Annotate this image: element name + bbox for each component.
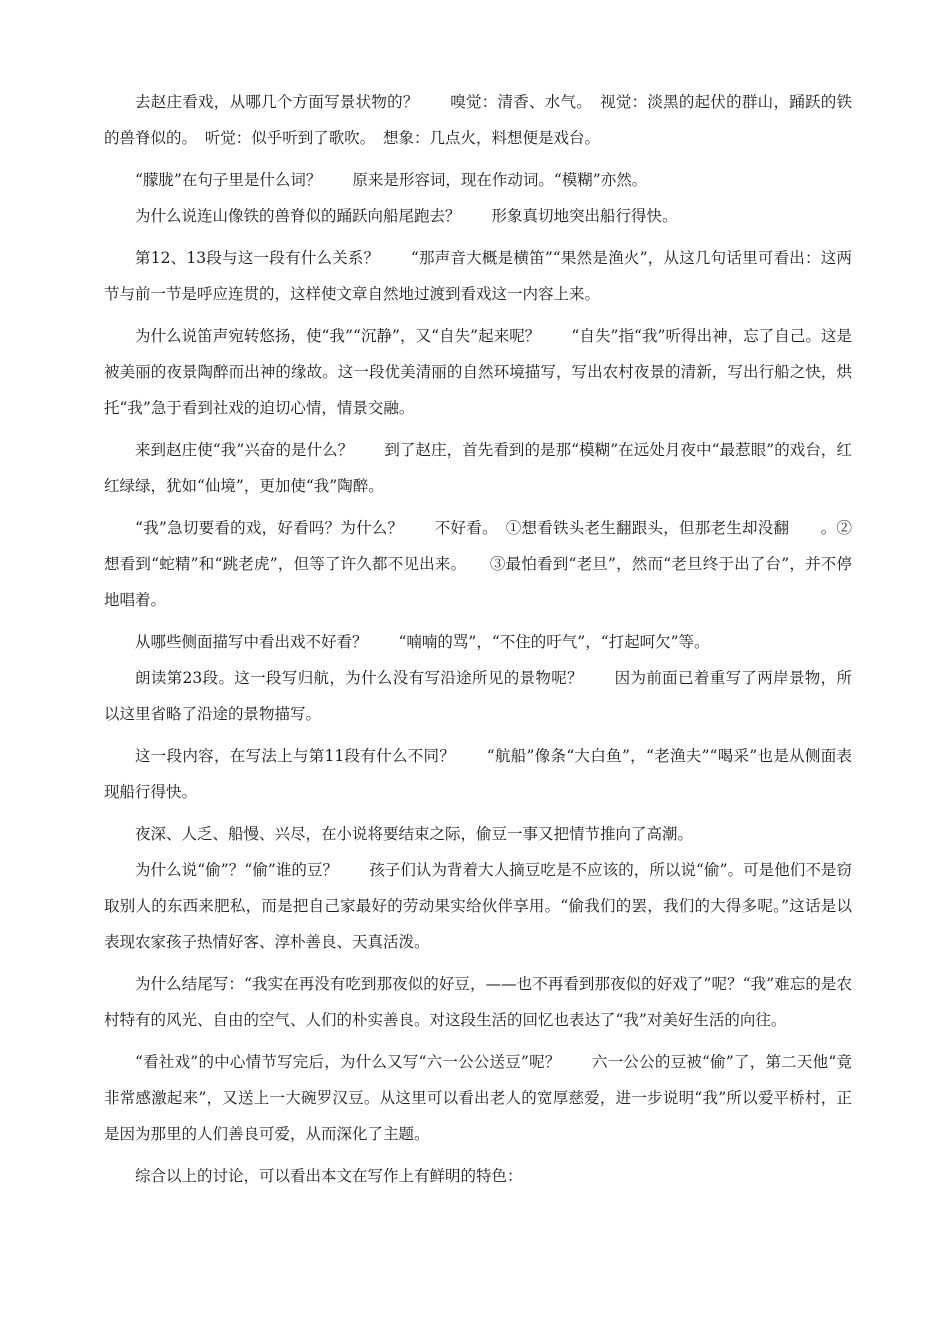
qa-paragraph-2: “朦胧”在句子里是什么词？ 原来是形容词，现在作动词。“模糊”亦然。: [135, 171, 648, 189]
qa-paragraph-12: 为什么说“偷”？“偷”谁的豆？ 孩子们认为背着大人摘豆吃是不应该的，所以说“偷”。可是他们不是窃取别人的东西来肥私，而是把自己家最好的劳动果实给伙伴享用。“偷我们的罢，我们的大得多呢。”这话是以表现农家孩子热情好客、淳朴善良、天真活泼。: [104, 861, 852, 951]
qa-paragraph-5: 为什么说笛声宛转悠扬，使“我”“沉静”，又“自失”起来呢？ “自失”指“我”听得出神，忘了自己。这是被美丽的夜景陶醉而出神的缘故。这一段优美清丽的自然环境描写，写出农村夜景的清新，写出行船之快，烘托“我”急于看到社戏的迫切心情，情景交融。: [104, 327, 852, 417]
qa-paragraph-13: 为什么结尾写：“我实在再没有吃到那夜似的好豆，——也不再看到那夜似的好戏了”呢？“我”难忘的是农村特有的风光、自由的空气、人们的朴实善良。对这段生活的回忆也表达了“我”对美好生活的向往。: [104, 975, 852, 1029]
qa-paragraph-8: 从哪些侧面描写中看出戏不好看？ “喃喃的骂”，“不住的吁气”，“打起呵欠”等。: [135, 633, 710, 651]
qa-paragraph-11: 夜深、人乏、船慢、兴尽，在小说将要结束之际，偷豆一事又把情节推向了高潮。: [135, 825, 694, 843]
qa-paragraph-15: 综合以上的讨论，可以看出本文在写作上有鲜明的特色：: [135, 1167, 523, 1185]
qa-paragraph-7: “我”急切要看的戏，好看吗？为什么？ 不好看。 ①想看铁头老生翻跟头，但那老生却没翻 。②想看到“蛇精”和“跳老虎”，但等了许久都不见出来。 ③最怕看到“老旦”，然而“老旦终于出了台”，并不停地唱着。: [104, 519, 852, 609]
qa-paragraph-3: 为什么说连山像铁的兽脊似的踊跃向船尾跑去？ 形象真切地突出船行得快。: [135, 207, 678, 225]
qa-paragraph-4: 第12、13段与这一段有什么关系？ “那声音大概是横笛”“果然是渔火”，从这几句话里可看出：这两节与前一节是呼应连贯的，这样使文章自然地过渡到看戏这一内容上来。: [104, 249, 852, 303]
qa-paragraph-1: 去赵庄看戏，从哪几个方面写景状物的？ 嗅觉：清香、水气。 视觉：淡黑的起伏的群山，踊跃的铁的兽脊似的。 听觉：似乎听到了歌吹。 想象：几点火，料想便是戏台。: [104, 93, 852, 147]
qa-paragraph-9: 朗读第23段。这一段写归航，为什么没有写沿途所见的景物呢？ 因为前面已着重写了两岸景物，所以这里省略了沿途的景物描写。: [104, 669, 852, 723]
qa-paragraph-6: 来到赵庄使“我”兴奋的是什么？ 到了赵庄，首先看到的是那“模糊”在远处月夜中“最惹眼”的戏台，红红绿绿，犹如“仙境”，更加使“我”陶醉。: [104, 441, 852, 495]
qa-paragraph-10: 这一段内容，在写法上与第11段有什么不同？ “航船”像条“大白鱼”，“老渔夫”“喝采”也是从侧面表现船行得快。: [104, 747, 852, 801]
qa-paragraph-14: “看社戏”的中心情节写完后，为什么又写“六一公公送豆”呢？ 六一公公的豆被“偷”了，第二天他“竟非常感激起来”，又送上一大碗罗汉豆。从这里可以看出老人的宽厚慈爱，进一步说明“我”所以爱平桥村，正是因为那里的人们善良可爱，从而深化了主题。: [104, 1053, 852, 1143]
